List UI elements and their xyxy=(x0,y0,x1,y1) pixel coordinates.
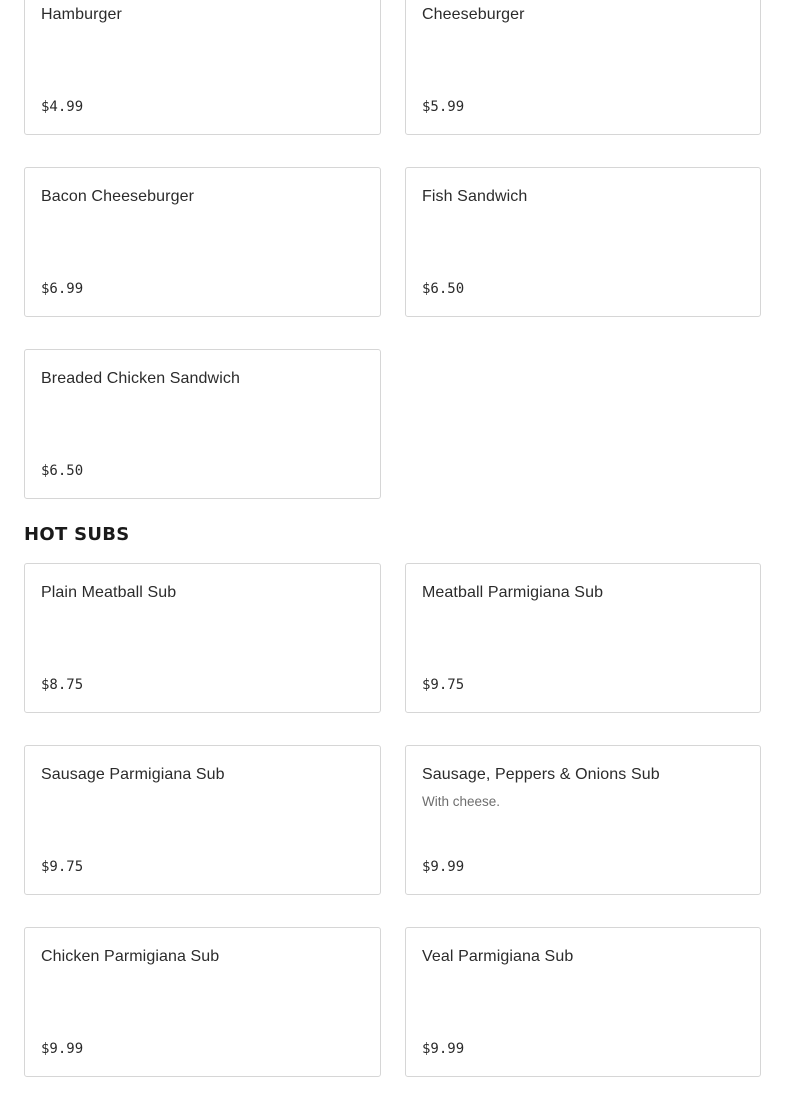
menu-item-description: With cheese. xyxy=(422,794,501,809)
menu-item-price: $9.99 xyxy=(41,1041,84,1057)
menu-item-price: $8.75 xyxy=(41,677,84,693)
menu-item-name: Plain Meatball Sub xyxy=(41,584,177,601)
menu-item-price: $6.50 xyxy=(41,463,84,479)
menu-item-price: $9.99 xyxy=(422,1041,465,1057)
menu-item-price: $4.99 xyxy=(41,99,84,115)
menu-item-card[interactable] xyxy=(405,563,761,713)
menu-item-price: $9.75 xyxy=(422,677,465,693)
menu-item-card[interactable] xyxy=(405,745,761,895)
menu-item-card[interactable] xyxy=(405,0,761,135)
menu-item-card[interactable] xyxy=(24,745,381,895)
menu-item-card[interactable] xyxy=(24,0,381,135)
menu-item-name: Sausage, Peppers & Onions Sub xyxy=(422,766,660,783)
section-title-hot-subs: HOT SUBS xyxy=(24,524,130,545)
menu-item-card[interactable] xyxy=(405,927,761,1077)
sandwiches-grid xyxy=(24,0,761,499)
menu-item-price: $6.50 xyxy=(422,281,465,297)
menu-item-name: Breaded Chicken Sandwich xyxy=(41,370,240,387)
hot-subs-grid xyxy=(24,563,761,1077)
menu-item-card[interactable] xyxy=(24,349,381,499)
menu-item-card[interactable] xyxy=(24,167,381,317)
menu-item-name: Chicken Parmigiana Sub xyxy=(41,948,220,965)
menu-item-name: Fish Sandwich xyxy=(422,188,528,205)
menu-item-card[interactable] xyxy=(405,167,761,317)
menu-item-price: $5.99 xyxy=(422,99,465,115)
menu-item-price: $9.99 xyxy=(422,859,465,875)
menu-item-price: $9.75 xyxy=(41,859,84,875)
menu-item-name: Cheeseburger xyxy=(422,6,525,23)
menu-item-name: Hamburger xyxy=(41,6,122,23)
menu-item-card[interactable] xyxy=(24,927,381,1077)
menu-item-name: Bacon Cheeseburger xyxy=(41,188,195,205)
menu-item-name: Sausage Parmigiana Sub xyxy=(41,766,225,783)
menu-item-card[interactable] xyxy=(24,563,381,713)
menu-item-name: Veal Parmigiana Sub xyxy=(422,948,574,965)
menu-item-price: $6.99 xyxy=(41,281,84,297)
menu-item-name: Meatball Parmigiana Sub xyxy=(422,584,604,601)
